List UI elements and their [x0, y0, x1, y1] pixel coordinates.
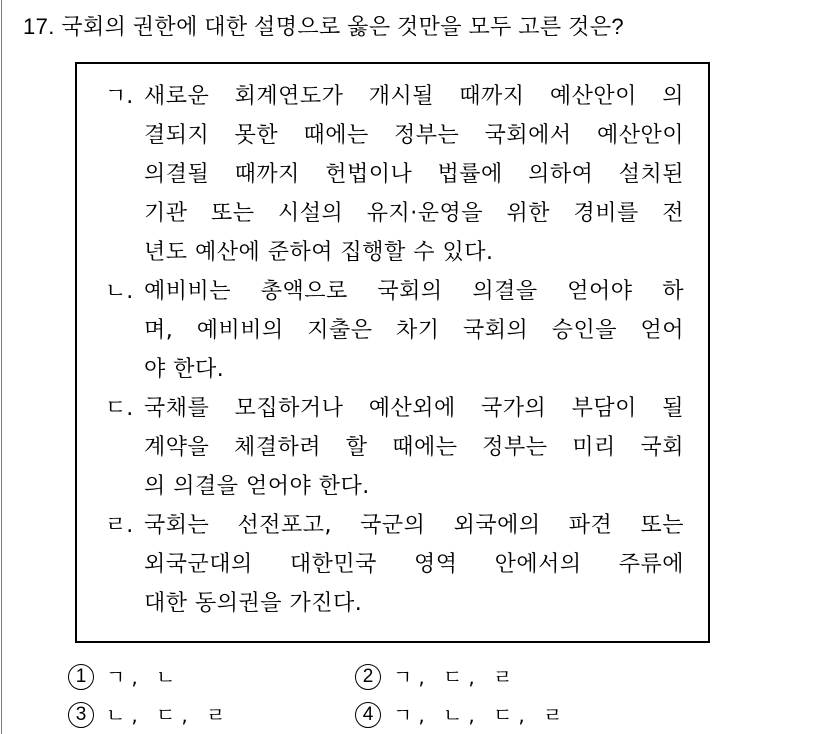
- item-line: 기관 또는 시설의 유지·운영을 위한 경비를 전: [144, 201, 684, 226]
- item-text: [144, 77, 684, 272]
- item-line: 국채를 모집하거나 예산외에 국가의 부담이 될: [144, 396, 684, 421]
- answer-option-2[interactable]: [355, 660, 518, 694]
- option-number-circle: 3: [68, 702, 94, 728]
- item-line: 며, 예비비의 지출은 차기 국회의 승인을 얻어: [144, 318, 684, 343]
- item-line: 의 의결을 얻어야 한다.: [144, 474, 370, 499]
- option-number-circle: 1: [68, 664, 94, 690]
- answer-option-1[interactable]: [68, 660, 181, 694]
- item-line: 계약을 체결하려 할 때에는 정부는 미리 국회: [144, 435, 684, 460]
- item-line: 외국군대의 대한민국 영역 안에서의 주류에: [144, 552, 684, 577]
- answer-option-3[interactable]: [68, 698, 231, 732]
- item-line: 년도 예산에 준하여 집행할 수 있다.: [144, 240, 494, 265]
- item-marker: ㄷ.: [105, 396, 134, 421]
- option-text: ㄱ, ㄷ, ㄹ: [393, 665, 519, 689]
- option-number-circle: 4: [355, 702, 381, 728]
- answer-option-4[interactable]: [355, 698, 568, 732]
- option-number-circle: 2: [355, 664, 381, 690]
- item-line: 예비비는 총액으로 국회의 의결을 얻어야 하: [144, 279, 684, 304]
- statement-box: [75, 62, 710, 643]
- item-text: [144, 506, 684, 623]
- item-line: 국회는 선전포고, 국군의 외국에의 파견 또는: [144, 513, 684, 538]
- option-text: ㄱ, ㄴ: [106, 665, 182, 689]
- item-text: [144, 272, 684, 389]
- item-line: 새로운 회계연도가 개시될 때까지 예산안이 의: [144, 84, 684, 109]
- question-title: 17. 국회의 권한에 대한 설명으로 옳은 것만을 모두 고른 것은?: [23, 14, 625, 39]
- item-marker: ㄹ.: [105, 513, 134, 538]
- option-text: ㄱ, ㄴ, ㄷ, ㄹ: [393, 703, 569, 727]
- item-line: 야 한다.: [144, 357, 225, 382]
- page-border-left: [1, 0, 2, 734]
- item-marker: ㄱ.: [105, 84, 134, 109]
- option-text: ㄴ, ㄷ, ㄹ: [106, 703, 232, 727]
- item-marker: ㄴ.: [105, 279, 134, 304]
- item-line: 결되지 못한 때에는 정부는 국회에서 예산안이: [144, 123, 684, 148]
- item-line: 의결될 때까지 헌법이나 법률에 의하여 설치된: [144, 162, 684, 187]
- item-text: [144, 389, 684, 506]
- item-line: 대한 동의권을 가진다.: [144, 591, 363, 616]
